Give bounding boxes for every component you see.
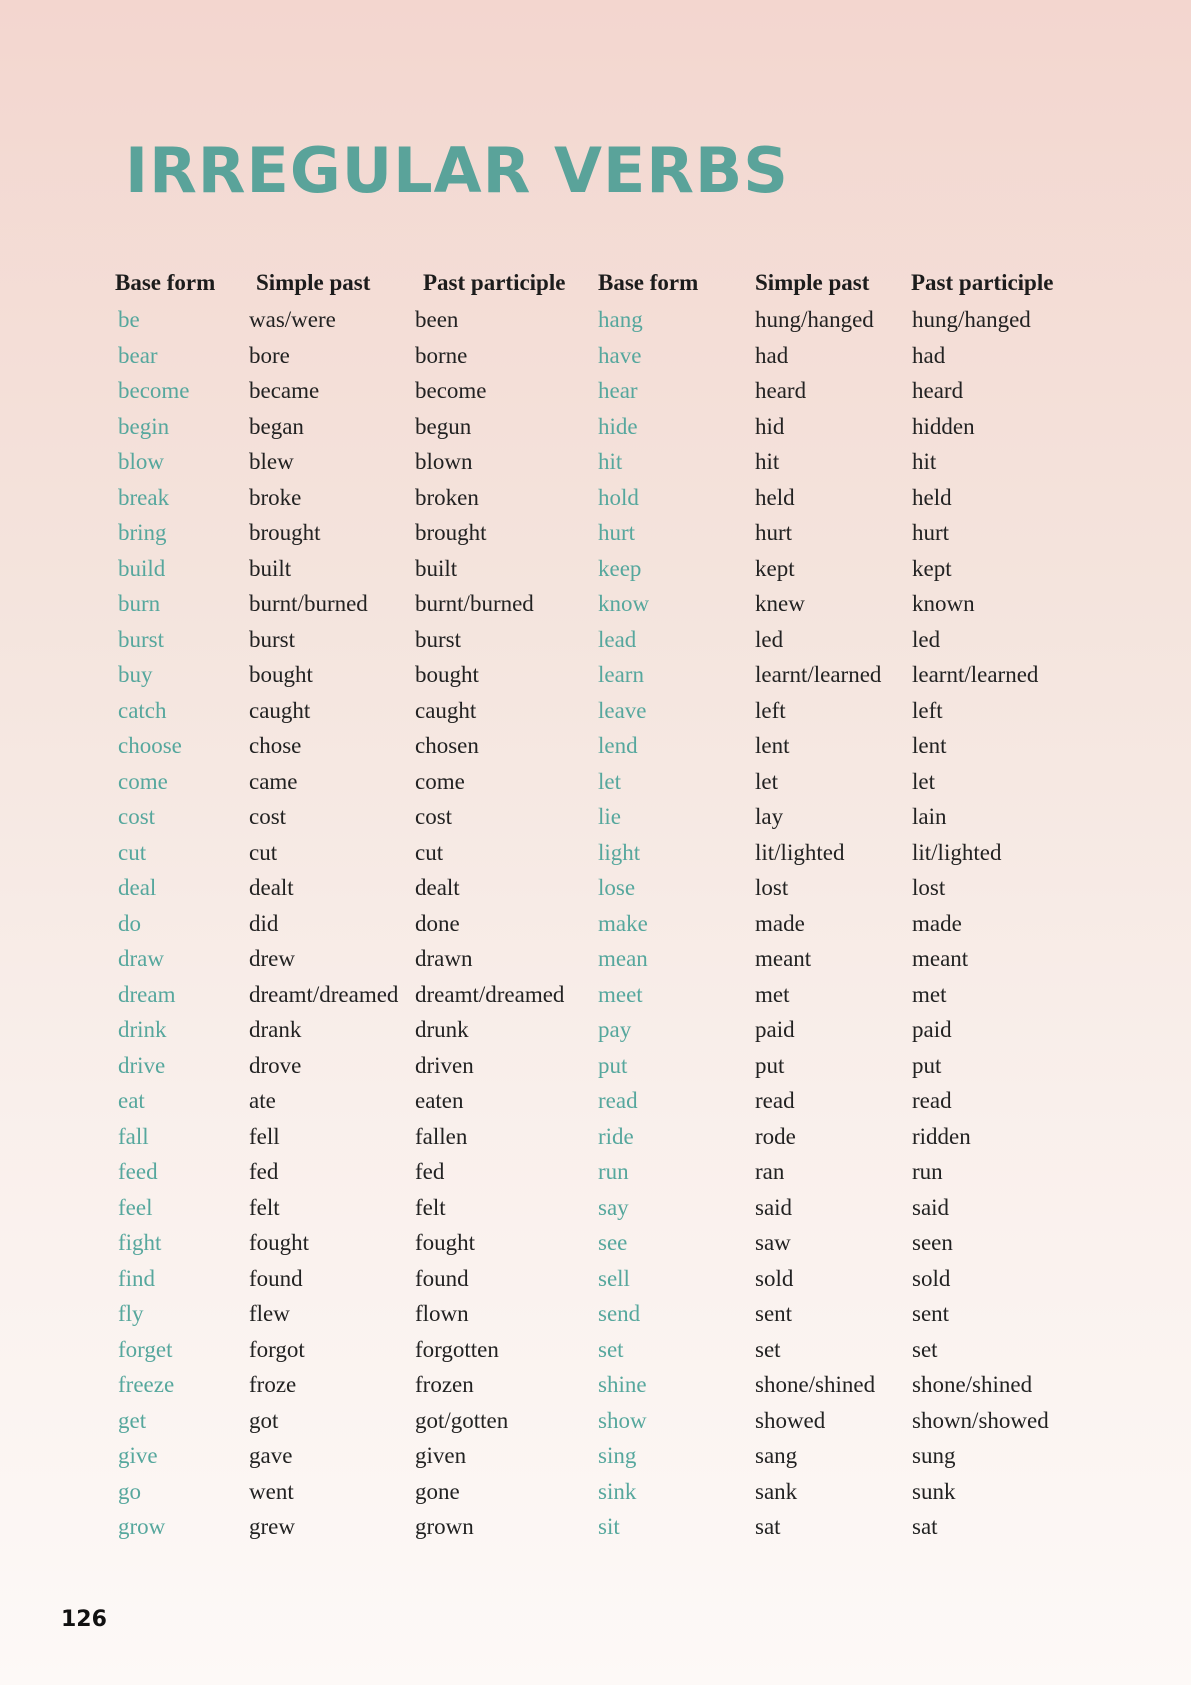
table-row	[118, 1157, 1078, 1193]
cell-past-participle-2: seen	[912, 1230, 953, 1255]
cell-past-participle-2: known	[912, 591, 975, 616]
table-row	[118, 838, 1078, 874]
table-row	[118, 802, 1078, 838]
table-row	[118, 518, 1078, 554]
cell-past-participle-2: lit/lighted	[912, 839, 1002, 865]
cell-base-form-2: sit	[598, 1514, 620, 1539]
cell-base-form-2: leave	[598, 697, 647, 723]
cell-base-form: buy	[118, 662, 153, 687]
cell-base-form-2: hit	[598, 449, 623, 474]
cell-base-form: catch	[118, 697, 167, 723]
cell-base-form: feed	[118, 1159, 158, 1184]
cell-simple-past: fed	[249, 1159, 279, 1184]
cell-base-form: choose	[118, 733, 182, 758]
cell-simple-past-2: let	[755, 768, 778, 794]
cell-simple-past-2: lent	[755, 733, 790, 758]
cell-base-form: find	[118, 1265, 156, 1291]
cell-simple-past: felt	[249, 1194, 280, 1220]
cell-past-participle: cost	[415, 804, 453, 829]
cell-base-form: cut	[118, 839, 147, 865]
cell-simple-past: went	[249, 1478, 294, 1504]
cell-base-form: fly	[118, 1301, 144, 1326]
cell-past-participle-2: sat	[912, 1514, 938, 1539]
table-row	[118, 1370, 1078, 1406]
cell-base-form-2: let	[598, 768, 621, 794]
table-row	[118, 1193, 1078, 1229]
table-header-row	[115, 268, 1078, 305]
cell-simple-past: ate	[249, 1088, 276, 1113]
header-simple-past-2: Simple past	[755, 270, 870, 295]
cell-simple-past: drove	[249, 1052, 302, 1078]
cell-base-form: burn	[118, 591, 161, 616]
cell-base-form: grow	[118, 1514, 166, 1539]
cell-simple-past-2: read	[755, 1088, 795, 1113]
cell-past-participle-2: paid	[912, 1017, 952, 1042]
cell-simple-past-2: left	[755, 697, 786, 723]
table-row	[118, 554, 1078, 590]
table-row	[118, 1051, 1078, 1087]
cell-past-participle: bought	[415, 662, 479, 687]
cell-past-participle-2: shone/shined	[912, 1372, 1033, 1397]
cell-past-participle: fallen	[415, 1123, 468, 1149]
cell-past-participle-2: sent	[912, 1301, 950, 1326]
table-row	[118, 1477, 1078, 1513]
cell-simple-past: brought	[249, 520, 321, 545]
cell-simple-past: forgot	[249, 1336, 305, 1362]
cell-simple-past: came	[249, 768, 298, 794]
header-past-participle-2: Past participle	[911, 270, 1054, 295]
cell-simple-past: broke	[249, 484, 302, 510]
cell-base-form-2: make	[598, 910, 648, 936]
cell-base-form: feel	[118, 1194, 153, 1220]
table-row	[118, 1086, 1078, 1122]
cell-past-participle-2: hit	[912, 449, 937, 474]
cell-simple-past: built	[249, 555, 292, 581]
cell-base-form: bring	[118, 520, 167, 545]
table-row	[118, 873, 1078, 909]
cell-simple-past-2: sat	[755, 1514, 781, 1539]
cell-simple-past: caught	[249, 697, 311, 723]
cell-simple-past: flew	[249, 1301, 290, 1326]
cell-base-form-2: set	[598, 1336, 624, 1362]
cell-past-participle-2: set	[912, 1336, 938, 1362]
cell-base-form: burst	[118, 626, 164, 652]
cell-past-participle-2: held	[912, 484, 952, 510]
cell-base-form-2: have	[598, 342, 642, 368]
cell-base-form-2: know	[598, 591, 650, 616]
irregular-verbs-table	[115, 268, 1078, 1548]
cell-base-form: deal	[118, 875, 157, 900]
cell-simple-past: cut	[249, 839, 278, 865]
cell-simple-past: became	[249, 378, 320, 403]
cell-base-form-2: show	[598, 1407, 647, 1433]
cell-past-participle: dealt	[415, 875, 460, 900]
cell-simple-past-2: made	[755, 910, 805, 936]
cell-simple-past: froze	[249, 1372, 297, 1397]
cell-past-participle-2: kept	[912, 555, 952, 581]
cell-past-participle-2: said	[912, 1194, 950, 1220]
cell-simple-past-2: saw	[755, 1230, 791, 1255]
cell-simple-past: cost	[249, 804, 287, 829]
table-row	[118, 944, 1078, 980]
cell-base-form: fight	[118, 1230, 162, 1255]
cell-simple-past-2: said	[755, 1194, 793, 1220]
cell-past-participle-2: heard	[912, 378, 964, 403]
cell-simple-past-2: sold	[755, 1265, 794, 1291]
cell-base-form: freeze	[118, 1372, 175, 1397]
cell-past-participle: got/gotten	[415, 1407, 509, 1433]
cell-past-participle-2: read	[912, 1088, 952, 1113]
cell-base-form-2: sell	[598, 1265, 630, 1291]
table-row	[118, 696, 1078, 732]
cell-simple-past-2: meant	[755, 946, 812, 971]
cell-past-participle: cut	[415, 839, 444, 865]
cell-base-form: drink	[118, 1017, 167, 1042]
table-row	[118, 483, 1078, 519]
cell-base-form: draw	[118, 946, 164, 971]
cell-base-form: do	[118, 910, 141, 936]
cell-past-participle-2: sung	[912, 1443, 956, 1468]
table-row	[118, 767, 1078, 803]
cell-past-participle-2: left	[912, 697, 943, 723]
cell-simple-past-2: met	[755, 981, 790, 1007]
cell-past-participle-2: run	[912, 1159, 943, 1184]
table-row	[118, 1441, 1078, 1477]
cell-past-participle-2: lent	[912, 733, 947, 758]
cell-base-form: fall	[118, 1123, 149, 1149]
cell-simple-past: drank	[249, 1017, 302, 1042]
cell-base-form-2: pay	[598, 1017, 632, 1042]
cell-past-participle: drunk	[415, 1017, 469, 1042]
cell-simple-past: was/were	[249, 307, 336, 332]
cell-simple-past: did	[249, 910, 279, 936]
cell-past-participle-2: ridden	[912, 1123, 971, 1149]
cell-simple-past-2: shone/shined	[755, 1372, 876, 1397]
cell-simple-past: burst	[249, 626, 295, 652]
cell-past-participle: done	[415, 910, 460, 936]
cell-base-form: become	[118, 378, 190, 403]
cell-past-participle-2: sold	[912, 1265, 951, 1291]
cell-simple-past-2: hit	[755, 449, 780, 474]
page-title: IRREGULAR VERBS	[125, 134, 789, 207]
table-row	[118, 1299, 1078, 1335]
cell-simple-past-2: held	[755, 484, 795, 510]
cell-past-participle: gone	[415, 1478, 460, 1504]
cell-base-form: break	[118, 484, 170, 510]
cell-simple-past: bore	[249, 342, 290, 368]
cell-past-participle: fought	[415, 1230, 476, 1255]
cell-base-form-2: mean	[598, 946, 648, 971]
cell-base-form-2: sink	[598, 1478, 637, 1504]
table-row	[118, 1228, 1078, 1264]
cell-base-form-2: meet	[598, 981, 643, 1007]
cell-base-form: blow	[118, 449, 164, 474]
header-past-participle: Past participle	[423, 270, 566, 295]
cell-past-participle-2: made	[912, 910, 962, 936]
cell-simple-past-2: sank	[755, 1478, 798, 1504]
cell-base-form: cost	[118, 804, 156, 829]
cell-base-form: build	[118, 555, 166, 581]
cell-past-participle: been	[415, 307, 459, 332]
cell-simple-past-2: sent	[755, 1301, 793, 1326]
table-row	[118, 1512, 1078, 1548]
cell-past-participle-2: lain	[912, 804, 947, 829]
table-row	[118, 447, 1078, 483]
cell-past-participle-2: sunk	[912, 1478, 956, 1504]
cell-past-participle: broken	[415, 484, 479, 510]
cell-simple-past-2: lost	[755, 875, 789, 900]
cell-simple-past: fell	[249, 1123, 280, 1149]
cell-past-participle-2: meant	[912, 946, 969, 971]
cell-base-form: give	[118, 1443, 158, 1468]
cell-past-participle-2: hung/hanged	[912, 307, 1031, 332]
table-row	[118, 980, 1078, 1016]
cell-past-participle: forgotten	[415, 1336, 499, 1362]
table-row	[118, 1264, 1078, 1300]
cell-past-participle: begun	[415, 413, 472, 439]
cell-past-participle: blown	[415, 449, 473, 474]
cell-base-form: forget	[118, 1336, 173, 1362]
table-row	[118, 341, 1078, 377]
cell-simple-past: bought	[249, 662, 313, 687]
cell-simple-past: gave	[249, 1443, 293, 1468]
cell-base-form-2: send	[598, 1301, 641, 1326]
cell-base-form-2: keep	[598, 555, 642, 581]
cell-past-participle-2: hurt	[912, 520, 950, 545]
cell-past-participle: fed	[415, 1159, 445, 1184]
cell-base-form-2: lead	[598, 626, 637, 652]
cell-base-form: dream	[118, 981, 176, 1007]
header-base-form: Base form	[115, 270, 216, 295]
table-row	[118, 731, 1078, 767]
cell-past-participle-2: let	[912, 768, 935, 794]
cell-base-form-2: run	[598, 1159, 629, 1184]
cell-base-form: be	[118, 307, 140, 332]
cell-base-form: come	[118, 768, 168, 794]
cell-past-participle: brought	[415, 520, 487, 545]
cell-simple-past-2: set	[755, 1336, 781, 1362]
cell-base-form: eat	[118, 1088, 145, 1113]
cell-past-participle-2: lost	[912, 875, 946, 900]
cell-past-participle-2: put	[912, 1052, 942, 1078]
cell-base-form: bear	[118, 342, 158, 368]
cell-base-form-2: lie	[598, 804, 621, 829]
table-row	[118, 1015, 1078, 1051]
cell-simple-past-2: put	[755, 1052, 785, 1078]
cell-simple-past-2: paid	[755, 1017, 795, 1042]
cell-simple-past-2: kept	[755, 555, 795, 581]
cell-simple-past-2: hid	[755, 413, 785, 439]
cell-past-participle: dreamt/dreamed	[415, 981, 565, 1007]
cell-past-participle-2: shown/showed	[912, 1407, 1049, 1433]
cell-simple-past: fought	[249, 1230, 310, 1255]
cell-simple-past-2: showed	[755, 1407, 826, 1433]
table-row	[118, 1122, 1078, 1158]
cell-past-participle: grown	[415, 1514, 474, 1539]
cell-simple-past-2: lit/lighted	[755, 839, 845, 865]
cell-past-participle: driven	[415, 1052, 474, 1078]
table-row	[118, 376, 1078, 412]
cell-past-participle: eaten	[415, 1088, 464, 1113]
cell-simple-past-2: rode	[755, 1123, 796, 1149]
cell-past-participle: caught	[415, 697, 477, 723]
cell-simple-past: blew	[249, 449, 294, 474]
table-row	[118, 412, 1078, 448]
cell-past-participle: found	[415, 1265, 469, 1291]
table-row	[118, 589, 1078, 625]
cell-simple-past-2: sang	[755, 1443, 798, 1468]
cell-past-participle: felt	[415, 1194, 446, 1220]
cell-base-form-2: ride	[598, 1123, 634, 1149]
cell-base-form-2: put	[598, 1052, 628, 1078]
cell-past-participle: flown	[415, 1301, 469, 1326]
cell-base-form-2: hide	[598, 413, 638, 439]
cell-simple-past-2: ran	[755, 1159, 785, 1184]
cell-base-form-2: see	[598, 1230, 628, 1255]
cell-base-form-2: learn	[598, 662, 644, 687]
table-row	[118, 909, 1078, 945]
cell-base-form-2: hold	[598, 484, 639, 510]
cell-simple-past-2: hung/hanged	[755, 307, 874, 332]
cell-base-form-2: lend	[598, 733, 638, 758]
table-row	[118, 660, 1078, 696]
cell-base-form-2: hurt	[598, 520, 636, 545]
cell-simple-past: dealt	[249, 875, 294, 900]
cell-simple-past: got	[249, 1407, 279, 1433]
cell-simple-past: dreamt/dreamed	[249, 981, 399, 1007]
cell-simple-past-2: lay	[755, 804, 784, 829]
cell-past-participle: frozen	[415, 1372, 474, 1397]
cell-simple-past-2: hurt	[755, 520, 793, 545]
cell-base-form-2: hang	[598, 307, 643, 332]
header-simple-past: Simple past	[256, 270, 371, 295]
cell-base-form: drive	[118, 1052, 166, 1078]
header-base-form-2: Base form	[598, 270, 699, 295]
cell-base-form-2: lose	[598, 875, 636, 900]
table-row	[118, 625, 1078, 661]
cell-simple-past-2: learnt/learned	[755, 662, 882, 687]
cell-base-form-2: say	[598, 1194, 629, 1220]
cell-simple-past-2: led	[755, 626, 784, 652]
cell-past-participle-2: had	[912, 342, 946, 368]
cell-past-participle: become	[415, 378, 487, 403]
cell-simple-past-2: knew	[755, 591, 805, 616]
cell-past-participle-2: learnt/learned	[912, 662, 1039, 687]
cell-simple-past: found	[249, 1265, 303, 1291]
cell-past-participle: built	[415, 555, 458, 581]
cell-simple-past: grew	[249, 1514, 295, 1539]
cell-base-form-2: hear	[598, 378, 638, 403]
cell-past-participle-2: met	[912, 981, 947, 1007]
cell-past-participle: chosen	[415, 733, 479, 758]
cell-simple-past-2: heard	[755, 378, 807, 403]
cell-simple-past: chose	[249, 733, 302, 758]
cell-simple-past: drew	[249, 946, 295, 971]
cell-base-form-2: sing	[598, 1443, 637, 1468]
cell-base-form: get	[118, 1407, 147, 1433]
cell-base-form-2: read	[598, 1088, 638, 1113]
cell-simple-past: began	[249, 413, 304, 439]
cell-past-participle: borne	[415, 342, 468, 368]
cell-base-form-2: shine	[598, 1372, 647, 1397]
cell-past-participle: burnt/burned	[415, 591, 534, 616]
cell-past-participle-2: hidden	[912, 413, 975, 439]
table-row	[118, 1406, 1078, 1442]
table-row	[118, 1335, 1078, 1371]
cell-base-form: go	[118, 1478, 141, 1504]
cell-base-form-2: light	[598, 839, 641, 865]
cell-past-participle: drawn	[415, 946, 473, 971]
cell-past-participle: given	[415, 1443, 467, 1468]
cell-simple-past-2: had	[755, 342, 789, 368]
table-row	[118, 305, 1078, 341]
cell-past-participle: come	[415, 768, 465, 794]
page-number: 126	[61, 1607, 107, 1632]
cell-simple-past: burnt/burned	[249, 591, 368, 616]
cell-past-participle-2: led	[912, 626, 941, 652]
cell-past-participle: burst	[415, 626, 461, 652]
cell-base-form: begin	[118, 413, 170, 439]
